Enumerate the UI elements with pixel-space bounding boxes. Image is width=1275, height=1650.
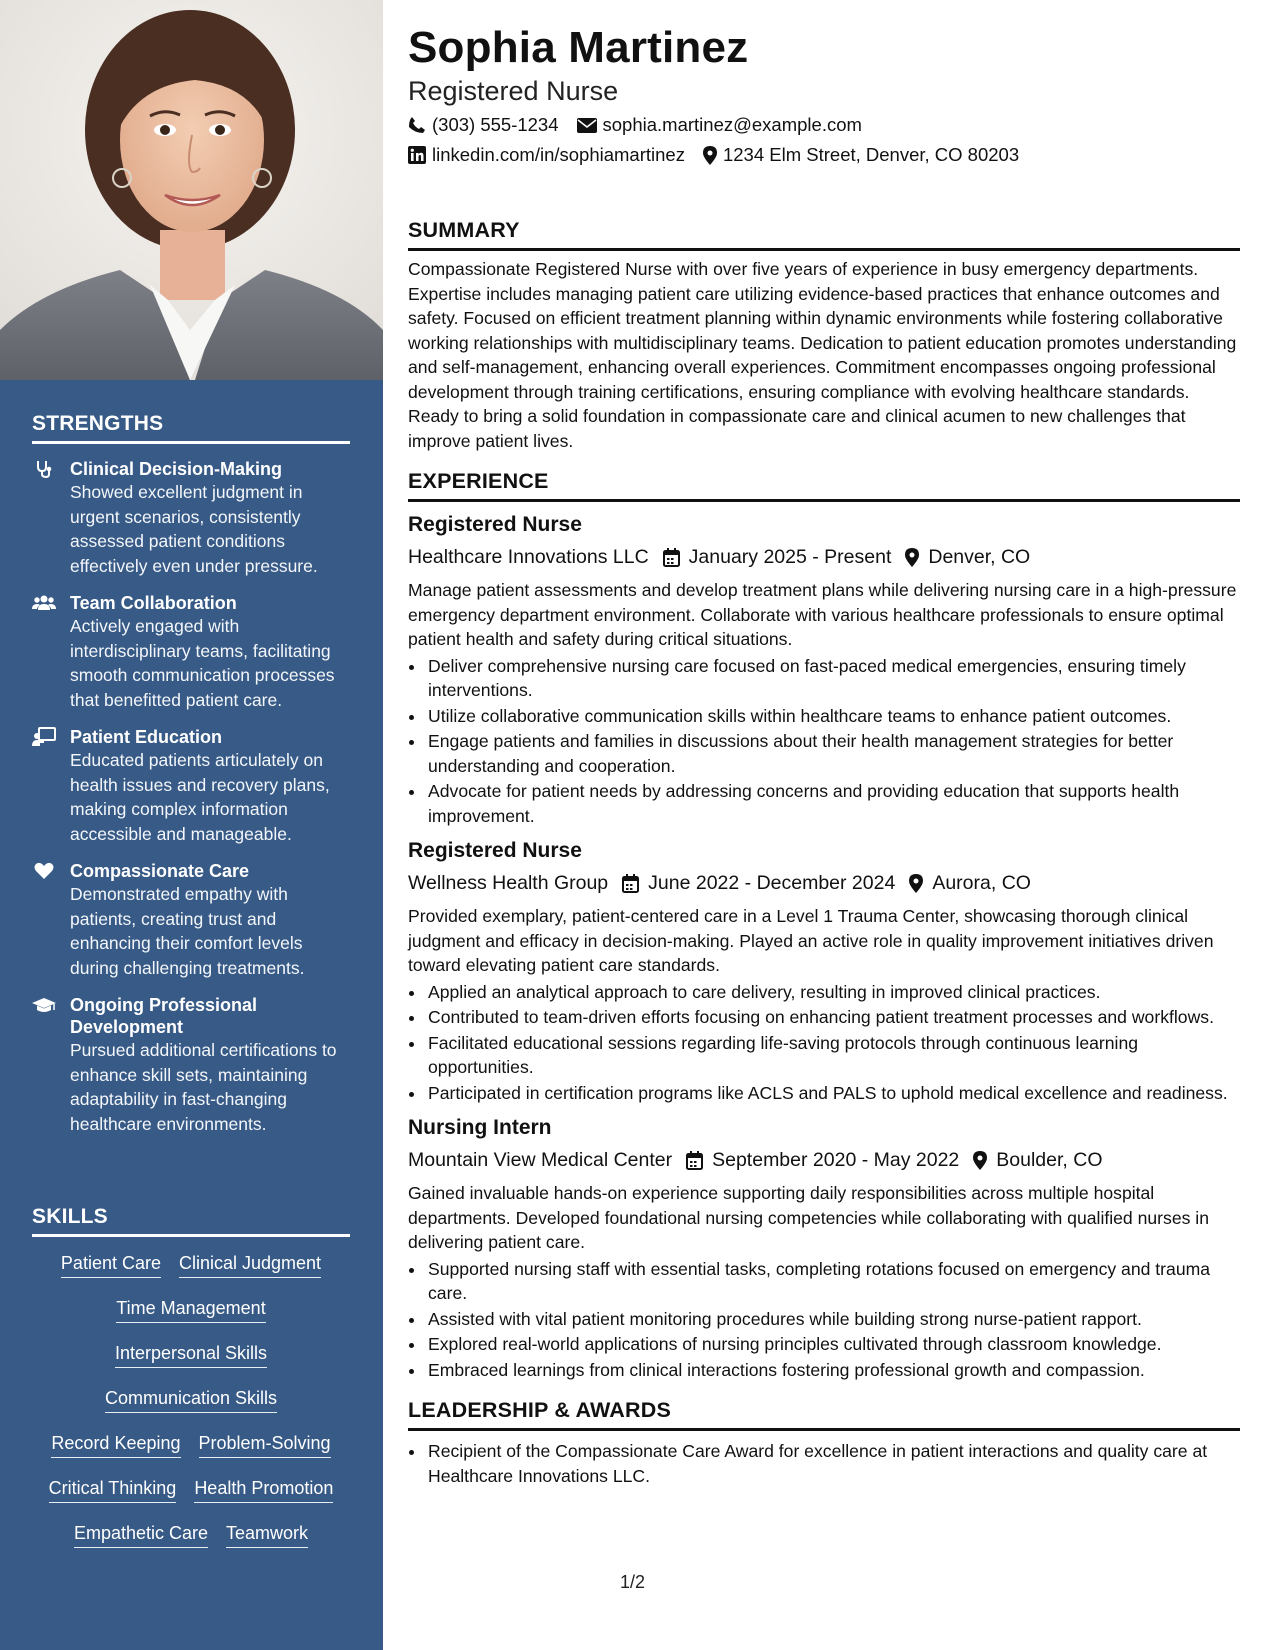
contact-line <box>408 112 1240 138</box>
bullet-item: • Applied an analytical approach to care delivery, resulting in improved clinical practices. <box>426 980 1240 1005</box>
bullet-item: • Explored real-world applications of nursing principles cultivated through classroom knowledge. <box>426 1332 1240 1357</box>
location-text: Aurora, CO <box>932 872 1031 894</box>
awards-section <box>408 1396 1240 1488</box>
job-meta <box>408 1145 1240 1175</box>
linkedin-icon <box>408 146 426 164</box>
experience-section <box>408 467 1240 1382</box>
strength-title: Compassionate Care <box>70 861 250 881</box>
calendar-icon <box>663 548 680 567</box>
experience-heading: EXPERIENCE <box>408 467 1240 502</box>
calendar-icon <box>622 874 639 893</box>
job-entry <box>408 1113 1240 1382</box>
bullet-item: • Embraced learnings from clinical interactions fostering professional growth and compassion. <box>426 1358 1240 1383</box>
bullet-item: • Advocate for patient needs by addressing concerns and providing education that supports health improvement. <box>426 779 1240 828</box>
strength-title: Clinical Decision-Making <box>70 459 283 479</box>
awards-heading: LEADERSHIP & AWARDS <box>408 1396 1240 1431</box>
job-title: Registered Nurse <box>408 513 582 536</box>
job-title: Registered Nurse <box>408 839 582 862</box>
stethoscope-icon <box>32 459 56 479</box>
job-meta <box>408 868 1240 898</box>
skill-tag: Empathetic Care <box>74 1521 208 1548</box>
map-pin-icon <box>973 1151 987 1170</box>
portrait-illustration <box>0 0 383 380</box>
strength-title: Team Collaboration <box>70 593 237 613</box>
job-entry <box>408 836 1240 1105</box>
skill-tag: Health Promotion <box>194 1476 333 1503</box>
map-pin-icon <box>909 874 923 893</box>
strengths-heading: STRENGTHS <box>32 412 350 444</box>
job-entry <box>408 510 1240 828</box>
phone-text: (303) 555-1234 <box>432 114 559 135</box>
job-location <box>973 1145 1102 1175</box>
skill-tag: Teamwork <box>226 1521 308 1548</box>
linkedin-contact[interactable] <box>408 142 685 168</box>
strength-desc: Actively engaged with interdisciplinary teams, facilitating smooth communication processes that benefitted patient care. <box>70 616 335 710</box>
company <box>408 1145 672 1175</box>
bullet-item: • Facilitated educational sessions regarding life-saving protocols through continuous learning opportunities. <box>426 1031 1240 1080</box>
dates-text: September 2020 - May 2022 <box>712 1149 960 1171</box>
strengths-section <box>32 412 350 1136</box>
linkedin-text: linkedin.com/in/sophiamartinez <box>432 144 685 165</box>
job-meta <box>408 542 1240 572</box>
company-name: Healthcare Innovations LLC <box>408 546 649 568</box>
teacher-icon <box>32 727 56 747</box>
skill-tag: Time Management <box>116 1296 265 1323</box>
strength-item <box>32 726 350 846</box>
job-dates <box>686 1145 959 1175</box>
job-description: Manage patient assessments and develop treatment plans while delivering nursing care in a high-pressure emergency department environment. Collaborate with various healthcare professionals to ensure optimal patient health and safety during critical situations. <box>408 580 1237 649</box>
strength-item <box>32 592 350 712</box>
skill-tag: Patient Care <box>61 1251 161 1278</box>
job-description: Provided exemplary, patient-centered care in a Level 1 Trauma Center, showcasing thorough clinical judgment and efficacy in decision-making. Played an active role in quality improvement initiatives driven toward elevating patient care standards. <box>408 906 1214 975</box>
address-contact <box>703 142 1019 168</box>
dates-text: June 2022 - December 2024 <box>648 872 896 894</box>
envelope-icon <box>577 118 597 133</box>
strength-desc: Showed excellent judgment in urgent scenarios, consistently assessed patient conditions effectively even under pressure. <box>70 482 318 576</box>
job-bullets <box>408 1257 1240 1383</box>
heart-icon <box>32 861 56 881</box>
company <box>408 542 649 572</box>
strength-desc: Educated patients articulately on health issues and recovery plans, making complex information accessible and manageable. <box>70 750 330 844</box>
strength-title: Patient Education <box>70 727 223 747</box>
skill-tag: Problem-Solving <box>199 1431 331 1458</box>
job-dates <box>663 542 892 572</box>
address-text: 1234 Elm Street, Denver, CO 80203 <box>722 144 1020 165</box>
bullet-item: • Utilize collaborative communication skills within healthcare teams to enhance patient outcomes. <box>426 704 1240 729</box>
users-icon <box>32 593 56 613</box>
strength-item <box>32 458 350 578</box>
skill-tag: Communication Skills <box>105 1386 277 1413</box>
bullet-item: • Recipient of the Compassionate Care Award for excellence in patient interactions and quality care at Healthcare Innovations LLC. <box>426 1439 1240 1488</box>
job-bullets <box>408 654 1240 829</box>
job-description: Gained invaluable hands-on experience supporting daily responsibilities across multiple hospital departments. Developed foundational nursing competencies while collaborating with qualified nurses in delivering patient care. <box>408 1183 1209 1252</box>
skill-tag: Interpersonal Skills <box>115 1341 267 1368</box>
summary-text: Compassionate Registered Nurse with over five years of experience in busy emergency departments. Expertise includes managing patient care utilizing evidence-based practices that enhance outcomes and safety. Focused on efficient treatment planning within dynamic environments while fostering collaborative working relationships with multidisciplinary teams. Dedication to patient education promotes understanding and self-management, enhancing overall experiences. Commitment encompasses ongoing professional development through training certifications, ensuring compliance with evolving healthcare standards. Ready to bring a solid foundation in compassionate care and clinical acumen to new challenges that improve patient lives. <box>408 259 1237 451</box>
sidebar <box>0 0 383 1650</box>
bullet-item: • Contributed to team-driven efforts focusing on enhancing patient treatment processes and workflows. <box>426 1005 1240 1030</box>
dates-text: January 2025 - Present <box>688 546 892 568</box>
location-text: Denver, CO <box>928 546 1031 568</box>
bullet-item: • Engage patients and families in discussions about their health management strategies for better understanding and cooperation. <box>426 729 1240 778</box>
bullet-item: • Deliver comprehensive nursing care focused on fast-paced medical emergencies, ensuring timely interventions. <box>426 654 1240 703</box>
summary-heading: SUMMARY <box>408 216 1240 251</box>
skill-tag: Record Keeping <box>51 1431 180 1458</box>
job-dates <box>622 868 895 898</box>
location-text: Boulder, CO <box>996 1149 1103 1171</box>
job-location <box>905 542 1030 572</box>
job-location <box>909 868 1031 898</box>
map-pin-icon <box>905 548 919 567</box>
job-title: Nursing Intern <box>408 1116 552 1139</box>
summary-section <box>408 216 1240 453</box>
strength-desc: Pursued additional certifications to enhance skill sets, maintaining adaptability in fast-changing healthcare environments. <box>70 1040 337 1134</box>
bullet-item: • Assisted with vital patient monitoring procedures while building strong nurse-patient rapport. <box>426 1307 1240 1332</box>
skill-tag: Critical Thinking <box>49 1476 177 1503</box>
contact-line <box>408 142 1240 168</box>
map-pin-icon <box>703 146 717 165</box>
main-content <box>408 22 1240 1488</box>
company-name: Wellness Health Group <box>408 872 609 894</box>
strength-item <box>32 860 350 980</box>
bullet-item: • Supported nursing staff with essential tasks, completing rotations focused on emergency and trauma care. <box>426 1257 1240 1306</box>
company-name: Mountain View Medical Center <box>408 1149 673 1171</box>
email-contact[interactable] <box>577 112 862 138</box>
awards-bullets <box>408 1439 1240 1488</box>
strength-desc: Demonstrated empathy with patients, creating trust and enhancing their comfort levels during challenging treatments. <box>70 884 305 978</box>
profile-photo <box>0 0 383 380</box>
phone-contact[interactable] <box>408 112 559 138</box>
calendar-icon <box>686 1151 703 1170</box>
skills-section <box>32 1205 350 1566</box>
candidate-name: Sophia Martinez <box>408 23 749 72</box>
job-bullets <box>408 980 1240 1106</box>
strength-item <box>32 994 350 1136</box>
company <box>408 868 608 898</box>
graduation-cap-icon <box>32 995 56 1015</box>
skills-heading: SKILLS <box>32 1205 350 1237</box>
page-number: 1/2 <box>620 1572 646 1592</box>
strength-title: Ongoing Professional Development <box>70 995 258 1037</box>
email-text: sophia.martinez@example.com <box>602 114 862 135</box>
skill-tag: Clinical Judgment <box>179 1251 321 1278</box>
bullet-item: • Participated in certification programs like ACLS and PALS to uphold medical excellence and readiness. <box>426 1081 1240 1106</box>
candidate-role: Registered Nurse <box>408 76 619 106</box>
skills-list <box>32 1251 350 1566</box>
phone-icon <box>408 116 426 134</box>
